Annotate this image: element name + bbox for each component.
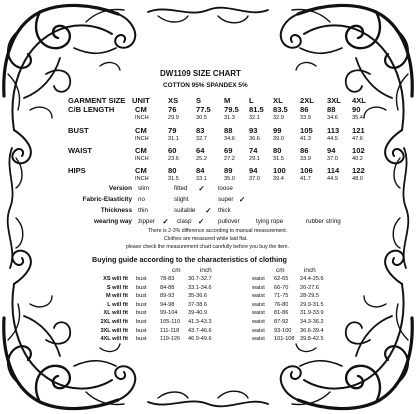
table-cell: 47.6 [352,136,363,142]
attribute-option: loose [218,185,233,192]
guide-cm: 111-118 [160,327,180,334]
guide-waist-part: waist [252,310,265,317]
attribute-option: super [218,196,234,203]
guide-cm: 84-88 [160,284,175,291]
guide-size: 4XL will fit [100,336,128,343]
attribute-label: Fabric-Elasticity [82,196,132,203]
guide-waist-part: waist [252,293,265,300]
attribute-option: thin [138,207,148,214]
table-cell: 41.3 [300,136,311,142]
table-cell: 37.0 [249,176,260,182]
size-header-s: S [196,96,202,105]
table-cell: 64 [196,146,205,155]
unit-cell: CM [135,166,147,175]
guide-cm: 89-93 [160,293,175,300]
attribute-option: no [138,196,145,203]
table-cell: 122 [352,166,365,175]
attribute-option: slight [174,196,189,203]
guide-unit-inch: inch [200,267,212,274]
table-cell: 34.6 [327,115,338,121]
guide-inch: 46.9-49.6 [188,336,212,343]
table-cell: 48.0 [352,176,363,182]
guide-cm: 119-126 [160,336,181,343]
row-label-hips: HIPS [68,166,86,175]
guide-cm: 78-83 [160,276,175,282]
table-cell: 39.4 [273,176,284,182]
table-cell: 29.1 [249,156,260,162]
guide-waist-inch: 39.8-42.5 [300,336,324,343]
table-cell: 34.6 [224,136,235,142]
table-cell: 86 [300,146,309,155]
guide-right-unit-inch: inch [304,267,316,274]
guide-waist-part: waist [252,284,265,291]
table-cell: 31.3 [224,115,235,121]
guide-waist-inch: 34.3-36.2 [300,319,324,325]
guide-waist-part: waist [252,301,265,308]
guide-part: bust [136,319,147,325]
table-cell: 77.5 [196,105,211,114]
note-measurement-difference: There is 2-3% difference according to manual measurement. [148,228,288,234]
table-cell: 32.1 [249,115,260,121]
table-cell: 41.7 [300,176,311,182]
guide-waist-cm: 62-65 [274,276,289,282]
attribute-option: thick [218,207,231,214]
size-header-xs: XS [168,96,179,105]
table-cell: 30.5 [196,115,207,121]
table-cell: 80 [273,146,282,155]
guide-size: S will fit [106,284,128,291]
unit-header: UNIT [132,96,150,105]
table-cell: 100 [273,166,286,175]
attribute-option: zipper [138,218,155,225]
guide-cm: 94-98 [160,301,175,308]
table-cell: 27.2 [224,156,235,162]
table-cell: 121 [352,126,365,135]
guide-part: bust [136,327,147,334]
table-cell: 36.6 [249,136,260,142]
table-cell: 33.9 [300,156,311,162]
table-cell: 90 [352,105,361,114]
table-cell: 32.7 [196,136,207,142]
table-cell: 114 [327,166,340,175]
guide-waist-part: waist [252,276,265,282]
guide-waist-inch: 29.9-31.5 [300,301,324,308]
fabric-composition: COTTON 95% SPANDEX 5% [163,82,248,89]
guide-waist-inch: 28-29.5 [300,293,319,300]
check-icon: ✓ [198,184,205,193]
note-check-chart: please check the measurement chart carefully before you buy the item. [126,244,289,250]
garment-size-label: GARMENT SIZE [68,96,126,105]
guide-waist-cm: 87-92 [274,319,289,325]
table-cell: 83 [196,126,205,135]
guide-waist-cm: 81-86 [274,310,289,317]
table-cell: 31.5 [273,156,284,162]
table-cell: 44.9 [327,176,338,182]
table-cell: 31.5 [168,176,179,182]
table-cell: 40.2 [352,156,363,162]
guide-size: XL will fit [103,310,128,317]
cb-length-label: C/B LENGTH [68,105,115,114]
guide-part: bust [136,293,147,300]
table-cell: 37.0 [327,156,338,162]
guide-waist-inch: 24.4-25.6 [300,276,324,282]
guide-waist-cm: 76-80 [274,301,289,308]
guide-waist-part: waist [252,336,265,343]
guide-size: 2XL will fit [100,319,128,325]
table-cell: 33.1 [196,176,207,182]
guide-waist-inch: 26-27.6 [300,284,319,291]
table-cell: 32.9 [273,115,284,121]
guide-size: M will fit [105,293,128,300]
row-label-waist: WAIST [68,146,93,155]
guide-inch: 37-38.6 [188,301,207,308]
unit-cell: CM [135,126,147,135]
table-cell: 39.0 [273,136,284,142]
buying-guide-title: Buying guide according to the characteristics of clothing [92,255,287,264]
attribute-option: rubber string [306,218,341,225]
table-cell: 93 [249,126,258,135]
table-cell: 23.6 [168,156,179,162]
guide-waist-cm: 93-100 [274,327,292,334]
unit-cell: INCH [135,156,149,162]
check-icon: ✓ [205,206,212,215]
table-cell: 88 [327,105,336,114]
guide-part: bust [136,336,147,343]
table-cell: 79.5 [224,105,239,114]
guide-part: bust [136,301,147,308]
size-header-4xl: 4XL [352,96,366,105]
table-cell: 80 [168,166,177,175]
unit-cell: CM [135,105,147,114]
guide-waist-part: waist [252,319,265,325]
unit-cell: INCH [135,136,149,142]
attribute-option: suitable [174,207,196,214]
table-cell: 102 [352,146,365,155]
table-cell: 29.9 [168,115,179,121]
size-header-xl: XL [273,96,283,105]
guide-part: bust [136,284,147,291]
guide-part: bust [136,310,147,317]
table-cell: 31.1 [168,136,179,142]
guide-waist-cm: 101-108 [274,336,295,343]
size-header-l: L [249,96,254,105]
attribute-option: clasp [177,218,192,225]
guide-waist-inch: 36.6-39.4 [300,327,324,334]
guide-size: 3XL will fit [100,327,128,334]
size-header-2xl: 2XL [300,96,314,105]
check-icon: ✓ [239,195,246,204]
table-cell: 105 [300,126,313,135]
note-laid-flat: Clothes are measured while laid flat. [164,236,248,242]
table-cell: 44.5 [327,136,338,142]
table-cell: 94 [249,166,258,175]
check-icon: ✓ [162,217,169,226]
row-label-bust: BUST [68,126,89,135]
attribute-label: wearing way [93,218,132,225]
table-cell: 83.5 [273,105,288,114]
unit-cell: INCH [135,176,149,182]
guide-waist-inch: 31.9-33.9 [300,310,324,317]
size-header-3xl: 3XL [327,96,341,105]
guide-inch: 30.7-32.7 [188,276,212,282]
attribute-label: Version [108,185,132,192]
guide-waist-cm: 66-70 [274,284,289,291]
table-cell: 74 [249,146,258,155]
check-icon: ✓ [198,217,205,226]
guide-cm: 105-110 [160,319,181,325]
guide-unit-cm: cm [172,267,181,274]
table-cell: 88 [224,126,233,135]
table-cell: 113 [327,126,340,135]
table-cell: 106 [300,166,313,175]
attribute-option: tying rope [256,218,284,225]
unit-cell: INCH [135,115,149,121]
table-cell: 60 [168,146,177,155]
attribute-option: fitted [174,185,188,192]
attribute-option: pullover [218,218,240,225]
guide-inch: 33.1-34.6 [188,284,212,291]
table-cell: 89 [224,166,233,175]
guide-inch: 43.7-46.6 [188,327,212,334]
guide-part: bust [136,276,147,282]
guide-size: L will fit [107,301,128,308]
attribute-option: slim [138,185,149,192]
table-cell: 25.2 [196,156,207,162]
table-cell: 69 [224,146,233,155]
table-cell: 33.9 [300,115,311,121]
guide-waist-part: waist [252,327,265,334]
unit-cell: CM [135,146,147,155]
table-cell: 86 [300,105,309,114]
table-cell: 79 [168,126,177,135]
table-cell: 35.0 [224,176,235,182]
attribute-label: Thickness [100,207,132,214]
table-cell: 94 [327,146,336,155]
guide-cm: 99-104 [160,310,178,317]
guide-waist-cm: 71-75 [274,293,289,300]
table-cell: 99 [273,126,282,135]
guide-inch: 35-36.6 [188,293,207,300]
table-cell: 81.5 [249,105,264,114]
table-cell: 76 [168,105,177,114]
chart-title: DW1109 SIZE CHART [160,69,241,78]
size-header-m: M [224,96,231,105]
guide-inch: 39-40.9 [188,310,207,317]
guide-right-unit-cm: cm [276,267,285,274]
table-cell: 35.4 [352,115,363,121]
guide-inch: 41.3-43.3 [188,319,212,325]
guide-size: XS will fit [103,276,128,282]
table-cell: 84 [196,166,205,175]
